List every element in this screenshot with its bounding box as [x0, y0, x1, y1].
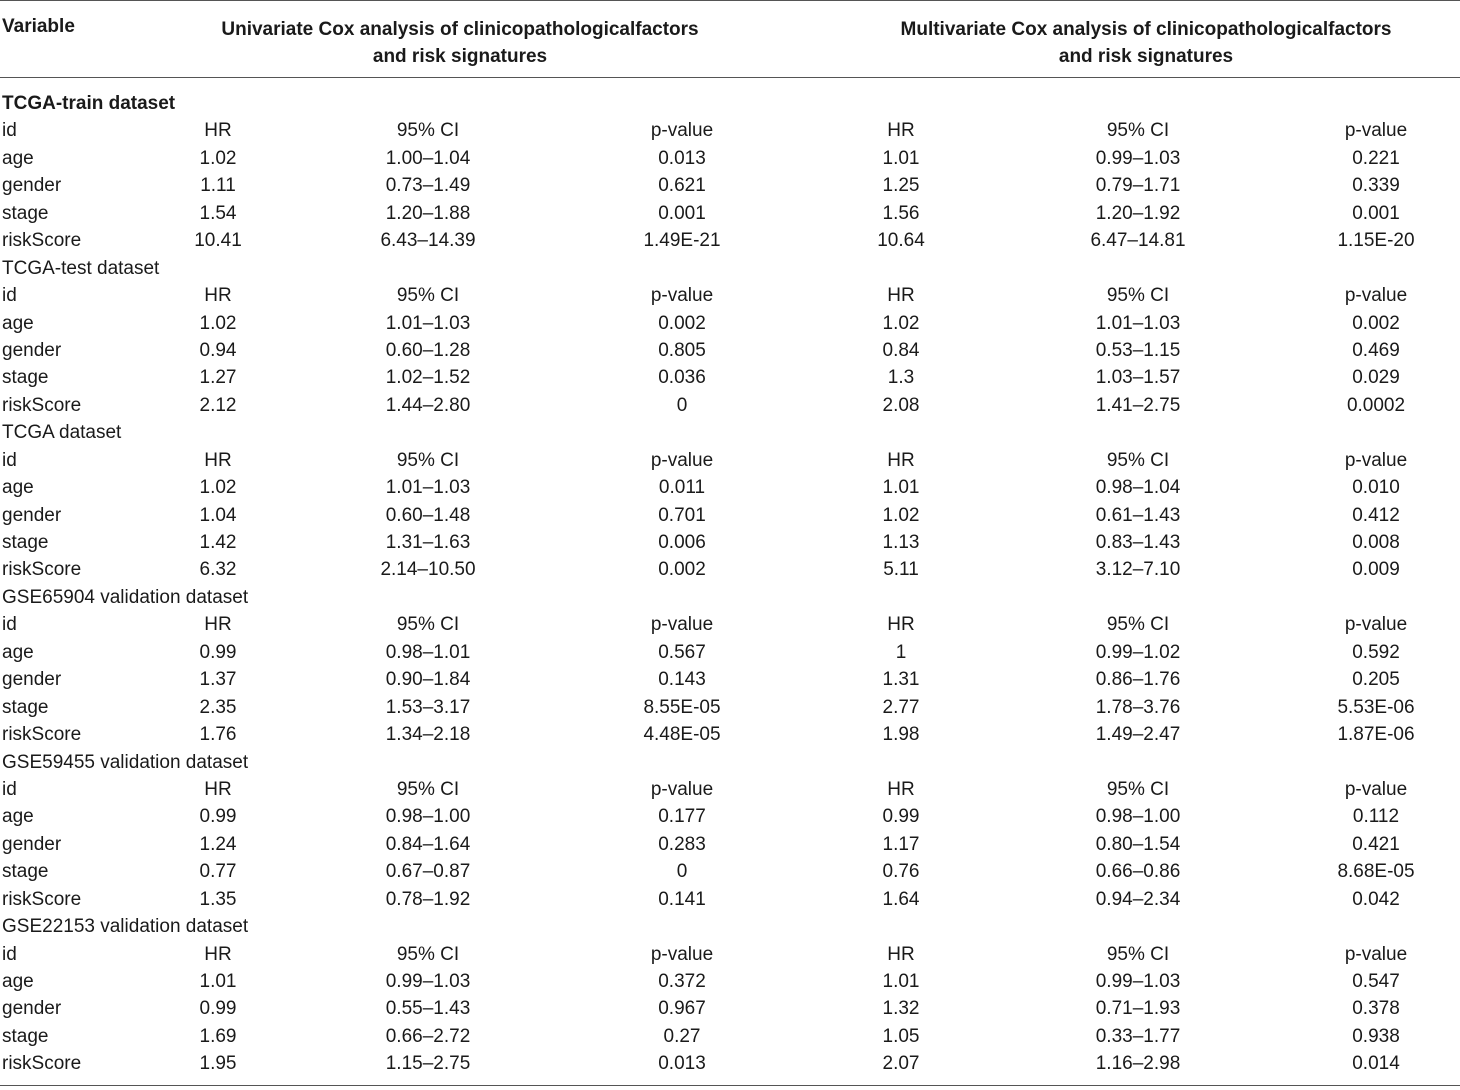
table-cell: 0.53–1.15 [1095, 339, 1181, 361]
table-cell: p-value [1344, 449, 1408, 471]
table-cell: 1.3 [887, 367, 915, 389]
table-header [0, 0, 1460, 78]
table-cell: 0.002 [658, 312, 706, 334]
table-cell: 1.25 [882, 175, 920, 197]
table-cell: 0.001 [1352, 202, 1400, 224]
table-cell: 0.006 [658, 532, 706, 553]
row-label: gender [2, 504, 62, 526]
table-cell: HR [204, 285, 232, 307]
table-row [0, 666, 1460, 693]
section-label: GSE22153 validation dataset [2, 916, 249, 938]
table-cell: p-value [1344, 778, 1408, 800]
table-row [0, 117, 1460, 144]
row-label: stage [2, 861, 49, 883]
table-cell: 1.56 [882, 202, 920, 224]
table-cell: 8.68E-05 [1337, 861, 1415, 883]
table-cell: 1.02 [882, 312, 920, 334]
table-cell: 0.98–1.04 [1095, 477, 1181, 499]
table-cell: 0.60–1.48 [385, 504, 471, 526]
row-label: stage [2, 1025, 49, 1047]
table-cell: 1.04 [199, 504, 237, 526]
table-cell: p-value [650, 449, 714, 471]
row-label: id [2, 120, 17, 142]
table-cell: 0.66–2.72 [385, 1025, 471, 1047]
table-row [0, 556, 1460, 583]
table-row [0, 282, 1460, 309]
table-row [0, 694, 1460, 721]
table-cell: 2.77 [882, 696, 920, 718]
table-row [0, 995, 1460, 1022]
table-cell: 10.41 [194, 230, 242, 252]
table-cell: 0.33–1.77 [1095, 1025, 1181, 1047]
table-cell: 0.61–1.43 [1095, 504, 1181, 526]
table-cell: 0.002 [658, 559, 706, 581]
table-cell: 95% CI [1106, 943, 1170, 965]
table-cell: 2.07 [882, 1053, 920, 1075]
table-cell: 0.99–1.02 [1095, 641, 1181, 663]
row-label: riskScore [2, 230, 82, 252]
table-cell: 1.02–1.52 [385, 367, 471, 389]
section-label: TCGA-test dataset [2, 257, 160, 279]
table-cell: p-value [1344, 943, 1408, 965]
table-row [0, 831, 1460, 858]
table-cell: 0.94–2.34 [1095, 888, 1181, 910]
table-cell: 10.64 [877, 230, 925, 252]
row-label: age [2, 971, 34, 992]
table-cell: 0.66–0.86 [1095, 861, 1181, 883]
table-cell: 1.20–1.92 [1095, 202, 1181, 224]
table-cell: HR [887, 285, 915, 307]
row-label: id [2, 943, 17, 965]
row-label: stage [2, 532, 49, 553]
table-cell: 0.547 [1352, 971, 1400, 992]
table-cell: 0.013 [658, 1053, 706, 1075]
table-cell: 95% CI [396, 943, 460, 965]
row-label: age [2, 312, 34, 334]
table-cell: 1.31–1.63 [385, 532, 471, 553]
table-row [0, 803, 1460, 830]
table-cell: 1.02 [199, 147, 237, 169]
table-cell: 1.49–2.47 [1095, 724, 1181, 746]
table-cell: 0.55–1.43 [385, 998, 471, 1020]
table-cell: 0.94 [199, 339, 237, 361]
table-row [0, 392, 1460, 419]
multivariate-column-header [866, 16, 1426, 70]
table-cell: 6.47–14.81 [1090, 230, 1186, 252]
table-cell: 95% CI [1106, 120, 1170, 142]
table-cell: 0.805 [658, 339, 706, 361]
table-cell: 0.99 [199, 641, 237, 663]
table-cell: 1.78–3.76 [1095, 696, 1181, 718]
table-cell: 0.592 [1352, 641, 1400, 663]
table-cell: 1.03–1.57 [1095, 367, 1181, 389]
table-cell: 0.010 [1352, 477, 1400, 499]
table-cell: HR [887, 778, 915, 800]
table-cell: 0.83–1.43 [1095, 532, 1181, 553]
row-label: riskScore [2, 559, 82, 581]
table-cell: 95% CI [396, 449, 460, 471]
table-cell: 0.98–1.01 [385, 641, 471, 663]
table-cell: 95% CI [396, 120, 460, 142]
table-row [0, 227, 1460, 254]
table-cell: 1.53–3.17 [385, 696, 471, 718]
table-cell: 1.13 [882, 532, 920, 553]
table-cell: 1.35 [199, 888, 237, 910]
table-cell: 0.98–1.00 [385, 806, 471, 828]
table-cell: 1.01–1.03 [385, 477, 471, 499]
univariate-header-line2: and risk signatures [372, 46, 548, 67]
table-row [0, 172, 1460, 199]
table-cell: 1.98 [882, 724, 920, 746]
table-cell: 1.49E-21 [643, 230, 721, 252]
section-label: GSE65904 validation dataset [2, 586, 249, 608]
table-cell: 1.27 [199, 367, 237, 389]
table-cell: 0.80–1.54 [1095, 833, 1181, 855]
row-label: gender [2, 175, 62, 197]
table-cell: 1.01 [199, 971, 237, 992]
table-cell: 95% CI [396, 614, 460, 636]
table-row [0, 502, 1460, 529]
table-cell: 0.90–1.84 [385, 669, 471, 691]
table-cell: 0.79–1.71 [1095, 175, 1181, 197]
table-row [0, 447, 1460, 474]
table-cell: 1.95 [199, 1053, 237, 1075]
table-cell: 0.001 [658, 202, 706, 224]
table-row [0, 145, 1460, 172]
table-cell: HR [204, 614, 232, 636]
table-cell: 1.41–2.75 [1095, 394, 1181, 416]
table-cell: 6.43–14.39 [380, 230, 476, 252]
table-cell: 1.42 [199, 532, 237, 553]
table-row [0, 337, 1460, 364]
table-cell: 0.469 [1352, 339, 1400, 361]
table-row [0, 1050, 1460, 1077]
row-label: age [2, 147, 34, 169]
section-label: TCGA-train dataset [2, 93, 176, 114]
table-cell: 0.143 [658, 669, 706, 691]
row-label: riskScore [2, 724, 82, 746]
row-label: stage [2, 696, 49, 718]
table-cell: 4.48E-05 [643, 724, 721, 746]
table-cell: p-value [1344, 285, 1408, 307]
table-cell: 0.71–1.93 [1095, 998, 1181, 1020]
table-cell: 0.99 [882, 806, 920, 828]
section-label: TCGA dataset [2, 422, 122, 444]
table-cell: 0.99 [199, 998, 237, 1020]
table-cell: 1 [895, 641, 907, 663]
table-cell: 1.01–1.03 [1095, 312, 1181, 334]
table-cell: 8.55E-05 [643, 696, 721, 718]
table-cell: 0.339 [1352, 175, 1400, 197]
table-cell: 1.31 [882, 669, 920, 691]
table-cell: 5.11 [883, 559, 919, 581]
table-cell: 0.99–1.03 [1095, 971, 1181, 992]
table-cell: 0.014 [1352, 1053, 1400, 1075]
table-cell: 0.967 [658, 998, 706, 1020]
table-cell: HR [887, 449, 915, 471]
table-cell: 0.221 [1352, 147, 1400, 169]
table-cell: p-value [650, 120, 714, 142]
table-cell: 6.32 [199, 559, 237, 581]
table-cell: p-value [1344, 614, 1408, 636]
table-cell: 0.77 [199, 861, 237, 883]
table-cell: 0.036 [658, 367, 706, 389]
row-label: gender [2, 998, 62, 1020]
table-cell: 1.64 [882, 888, 920, 910]
table-row [0, 968, 1460, 995]
table-cell: 1.02 [199, 312, 237, 334]
table-cell: 1.32 [882, 998, 920, 1020]
table-cell: 1.01 [882, 477, 920, 499]
table-row [0, 529, 1460, 556]
table-cell: p-value [1344, 120, 1408, 142]
table-cell: 0.011 [658, 477, 706, 499]
table-cell: 1.37 [199, 669, 237, 691]
table-row [0, 858, 1460, 885]
table-cell: 1.01–1.03 [385, 312, 471, 334]
table-cell: 1.02 [199, 477, 237, 499]
section-label: GSE59455 validation dataset [2, 751, 249, 773]
table-cell: 95% CI [1106, 778, 1170, 800]
table-cell: HR [887, 120, 915, 142]
table-cell: 0.86–1.76 [1095, 669, 1181, 691]
row-label: riskScore [2, 1053, 82, 1075]
section-row [0, 913, 1460, 940]
row-label: riskScore [2, 394, 82, 416]
row-label: age [2, 641, 34, 663]
section-row [0, 749, 1460, 776]
row-label: id [2, 449, 17, 471]
table-cell: 0.99–1.03 [1095, 147, 1181, 169]
table-cell: p-value [650, 285, 714, 307]
row-label: id [2, 778, 17, 800]
table-cell: 1.02 [882, 504, 920, 526]
table-cell: 0.421 [1352, 833, 1400, 855]
row-label: id [2, 614, 17, 636]
section-row [0, 419, 1460, 446]
univariate-column-header [180, 16, 740, 70]
table-cell: 0.701 [658, 504, 706, 526]
row-label: stage [2, 202, 49, 224]
multivariate-header-line1: Multivariate Cox analysis of clinicopathologicalfactors [900, 19, 1392, 40]
row-label: id [2, 285, 17, 307]
table-row [0, 776, 1460, 803]
multivariate-header-line2: and risk signatures [1058, 46, 1234, 67]
section-row [0, 255, 1460, 282]
table-cell: 0.60–1.28 [385, 339, 471, 361]
univariate-header-line1: Univariate Cox analysis of clinicopathologicalfactors [221, 19, 699, 40]
table-cell: 1.00–1.04 [385, 147, 471, 169]
table-cell: 95% CI [396, 778, 460, 800]
table-cell: 1.44–2.80 [385, 394, 471, 416]
table-cell: p-value [650, 614, 714, 636]
table-cell: 0.27 [663, 1025, 701, 1047]
table-cell: 0.84–1.64 [385, 833, 471, 855]
table-cell: 0.567 [658, 641, 706, 663]
table-cell: HR [204, 943, 232, 965]
table-cell: 0.378 [1352, 998, 1400, 1020]
table-cell: 1.69 [199, 1025, 237, 1047]
table-cell: 2.14–10.50 [380, 559, 476, 581]
table-cell: HR [887, 943, 915, 965]
table-cell: 2.08 [882, 394, 920, 416]
table-cell: 2.35 [199, 696, 237, 718]
section-row [0, 90, 1460, 117]
variable-column-header: Variable [2, 16, 75, 37]
table-cell: 3.12–7.10 [1095, 559, 1181, 581]
table-cell: 0 [676, 394, 688, 416]
table-cell: 0.621 [658, 175, 706, 197]
table-cell: 1.16–2.98 [1095, 1053, 1181, 1075]
row-label: age [2, 477, 34, 499]
table-cell: 95% CI [1106, 449, 1170, 471]
table-cell: p-value [650, 778, 714, 800]
table-cell: 0.76 [882, 861, 920, 883]
table-cell: HR [204, 449, 232, 471]
table-cell: 1.17 [882, 833, 920, 855]
bottom-rule [0, 1085, 1460, 1086]
table-cell: 0.283 [658, 833, 706, 855]
table-cell: 0.042 [1352, 888, 1400, 910]
table-cell: p-value [650, 943, 714, 965]
table-cell: 1.24 [199, 833, 237, 855]
table-cell: 1.01 [882, 147, 920, 169]
table-cell: 0.141 [658, 888, 706, 910]
table-cell: 0.99–1.03 [385, 971, 471, 992]
table-cell: 0.112 [1352, 806, 1400, 828]
table-cell: 1.01 [882, 971, 920, 992]
section-row [0, 584, 1460, 611]
table-cell: 95% CI [396, 285, 460, 307]
table-row [0, 886, 1460, 913]
row-label: riskScore [2, 888, 82, 910]
table-cell: 1.34–2.18 [385, 724, 471, 746]
row-label: gender [2, 833, 62, 855]
table-cell: 0 [676, 861, 688, 883]
table-cell: 1.05 [882, 1025, 920, 1047]
table-row [0, 474, 1460, 501]
table-cell: 0.99 [199, 806, 237, 828]
table-cell: 5.53E-06 [1337, 696, 1415, 718]
table-cell: 1.54 [199, 202, 237, 224]
table-row [0, 1023, 1460, 1050]
table-cell: 0.205 [1352, 669, 1400, 691]
table-cell: HR [204, 778, 232, 800]
table-cell: 1.87E-06 [1337, 724, 1415, 746]
table-cell: 2.12 [199, 394, 237, 416]
table-row [0, 364, 1460, 391]
table-cell: 0.98–1.00 [1095, 806, 1181, 828]
row-label: gender [2, 669, 62, 691]
table-cell: HR [204, 120, 232, 142]
table-cell: 1.15–2.75 [385, 1053, 471, 1075]
row-label: stage [2, 367, 49, 389]
table-cell: 1.20–1.88 [385, 202, 471, 224]
table-cell: 0.013 [658, 147, 706, 169]
table-cell: 1.76 [199, 724, 237, 746]
table-row [0, 941, 1460, 968]
table-cell: 0.0002 [1346, 394, 1406, 416]
table-cell: 1.15E-20 [1337, 230, 1415, 252]
table-cell: 95% CI [1106, 285, 1170, 307]
table-cell: 0.938 [1352, 1025, 1400, 1047]
table-cell: 0.008 [1352, 532, 1400, 553]
table-row [0, 310, 1460, 337]
table-cell: 0.73–1.49 [385, 175, 471, 197]
table-cell: HR [887, 614, 915, 636]
table-cell: 0.412 [1352, 504, 1400, 526]
row-label: gender [2, 339, 62, 361]
table-cell: 1.11 [200, 175, 236, 197]
table-row [0, 639, 1460, 666]
table-cell: 0.009 [1352, 559, 1400, 581]
table-row [0, 721, 1460, 748]
row-label: age [2, 806, 34, 828]
table-body [0, 90, 1460, 1078]
table-cell: 0.177 [658, 806, 706, 828]
table-cell: 0.78–1.92 [385, 888, 471, 910]
table-row [0, 200, 1460, 227]
table-row [0, 611, 1460, 638]
table-cell: 0.002 [1352, 312, 1400, 334]
table-cell: 0.67–0.87 [385, 861, 471, 883]
table-cell: 0.372 [658, 971, 706, 992]
table-cell: 95% CI [1106, 614, 1170, 636]
table-cell: 0.84 [882, 339, 920, 361]
table-cell: 0.029 [1352, 367, 1400, 389]
